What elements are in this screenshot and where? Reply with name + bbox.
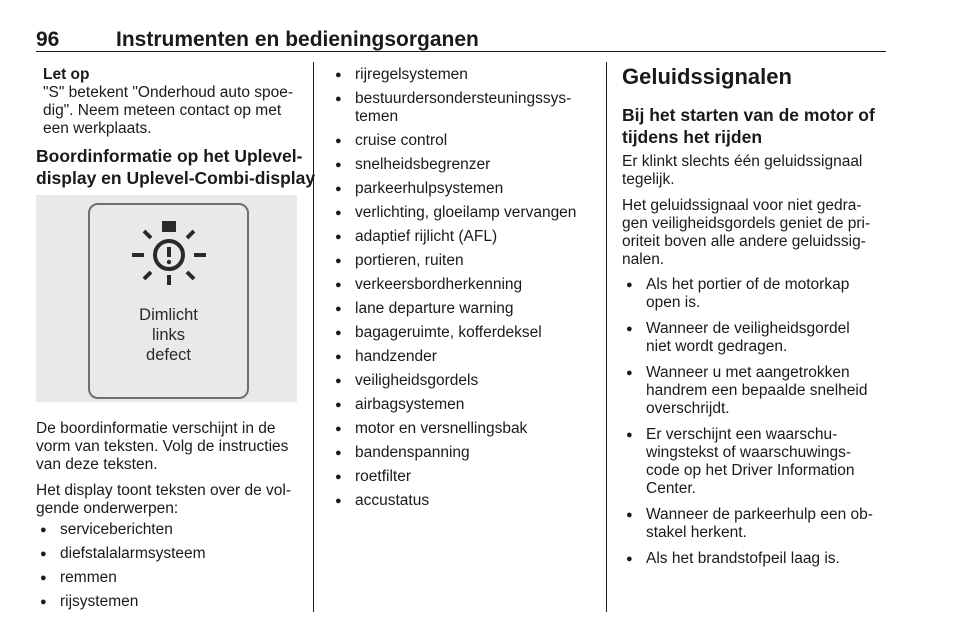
list-item: ● handzender	[331, 348, 601, 366]
paragraph-line: gen veiligheidsgordels geniet de pri-	[622, 215, 871, 232]
paragraph-line: vorm van teksten. Volg de instructies	[36, 438, 289, 455]
list-item: ● accustatus	[331, 492, 601, 510]
running-title: Instrumenten en bedieningsorganen	[116, 28, 479, 51]
list-item: ● Wanneer u met aangetrokken handrem een bepaalde snelheid overschrijdt.	[622, 364, 892, 418]
list-item: ● roetfilter	[331, 468, 601, 486]
list-item: ● cruise control	[331, 132, 601, 150]
list-item: ● bandenspanning	[331, 444, 601, 462]
list-item: ● bestuurdersondersteuningssys- temen	[331, 90, 601, 126]
list-item: ● Er verschijnt een waarschu- wingstekst of waarschuwings- code op het Driver Information Center.	[622, 426, 892, 498]
list-item: ● verkeersbordherkenning	[331, 276, 601, 294]
list-item: ● remmen	[36, 569, 306, 587]
paragraph-line: Er klinkt slechts één geluidssignaal	[622, 153, 863, 170]
list-item: ● motor en versnellingsbak	[331, 420, 601, 438]
list-item: ● Als het portier of de motorkap open is.	[622, 276, 892, 312]
paragraph-line: De boordinformatie verschijnt in de	[36, 420, 276, 437]
note-text	[43, 84, 313, 138]
paragraph	[622, 197, 870, 269]
paragraph	[36, 420, 288, 474]
list-item: ● portieren, ruiten	[331, 252, 601, 270]
list-item: ● Wanneer de veiligheidsgordel niet wordt gedragen.	[622, 320, 892, 356]
display-message-line: Dimlicht	[139, 306, 198, 324]
note-line: dig". Neem meteen contact op met	[43, 102, 282, 119]
paragraph-line: van deze teksten.	[36, 456, 158, 473]
paragraph-line: nalen.	[622, 251, 665, 268]
list-item: ● snelheidsbegrenzer	[331, 156, 601, 174]
display-illustration	[36, 195, 297, 402]
topic-list-continued	[331, 66, 601, 510]
column-divider-2	[606, 62, 607, 612]
paragraph	[36, 482, 291, 518]
note-line: een werkplaats.	[43, 120, 152, 137]
header-rule	[36, 51, 886, 52]
list-item: ● adaptief rijlicht (AFL)	[331, 228, 601, 246]
list-item: ● diefstalalarmsysteem	[36, 545, 306, 563]
list-item: ● airbagsystemen	[331, 396, 601, 414]
display-message	[90, 305, 247, 365]
page-header	[36, 28, 886, 52]
heading-line: Boordinformatie op het Uplevel-	[36, 146, 303, 166]
paragraph-line: Het display toont teksten over de vol-	[36, 482, 292, 499]
list-item: ● serviceberichten	[36, 521, 306, 539]
display-message-line: defect	[146, 346, 191, 364]
paragraph-line: gende onderwerpen:	[36, 500, 179, 517]
uplevel-display	[88, 203, 249, 399]
page-number: 96	[36, 28, 60, 51]
list-item: ● rijsystemen	[36, 593, 306, 611]
paragraph	[622, 153, 862, 189]
list-item: ● lane departure warning	[331, 300, 601, 318]
list-item: ● veiligheidsgordels	[331, 372, 601, 390]
section-heading	[36, 145, 315, 189]
display-message-line: links	[151, 326, 185, 344]
topic-list	[36, 521, 306, 611]
note-line: "S" betekent "Onderhoud auto spoe-	[43, 84, 294, 101]
subtitle-line: Bij het starten van de motor of	[622, 105, 875, 125]
paragraph-line: Het geluidssignaal voor niet gedra-	[622, 197, 862, 214]
list-item: ● bagageruimte, kofferdeksel	[331, 324, 601, 342]
list-item: ● verlichting, gloeilamp vervangen	[331, 204, 601, 222]
paragraph-line: tegelijk.	[622, 171, 675, 188]
section-title: Geluidssignalen	[622, 64, 792, 89]
list-item: ● parkeerhulpsystemen	[331, 180, 601, 198]
list-item: ● rijregelsystemen	[331, 66, 601, 84]
heading-line: display en Uplevel-Combi-display	[36, 168, 316, 188]
list-item: ● Wanneer de parkeerhulp een ob- stakel herkent.	[622, 506, 892, 542]
note-label: Let op	[43, 66, 90, 83]
paragraph-line: oriteit boven alle andere geluidssig-	[622, 233, 866, 250]
section-subtitle	[622, 104, 875, 148]
subtitle-line: tijdens het rijden	[622, 127, 763, 147]
signal-list	[622, 276, 892, 568]
list-item: ● Als het brandstofpeil laag is.	[622, 550, 892, 568]
exterior-light-fault-icon	[130, 217, 208, 287]
